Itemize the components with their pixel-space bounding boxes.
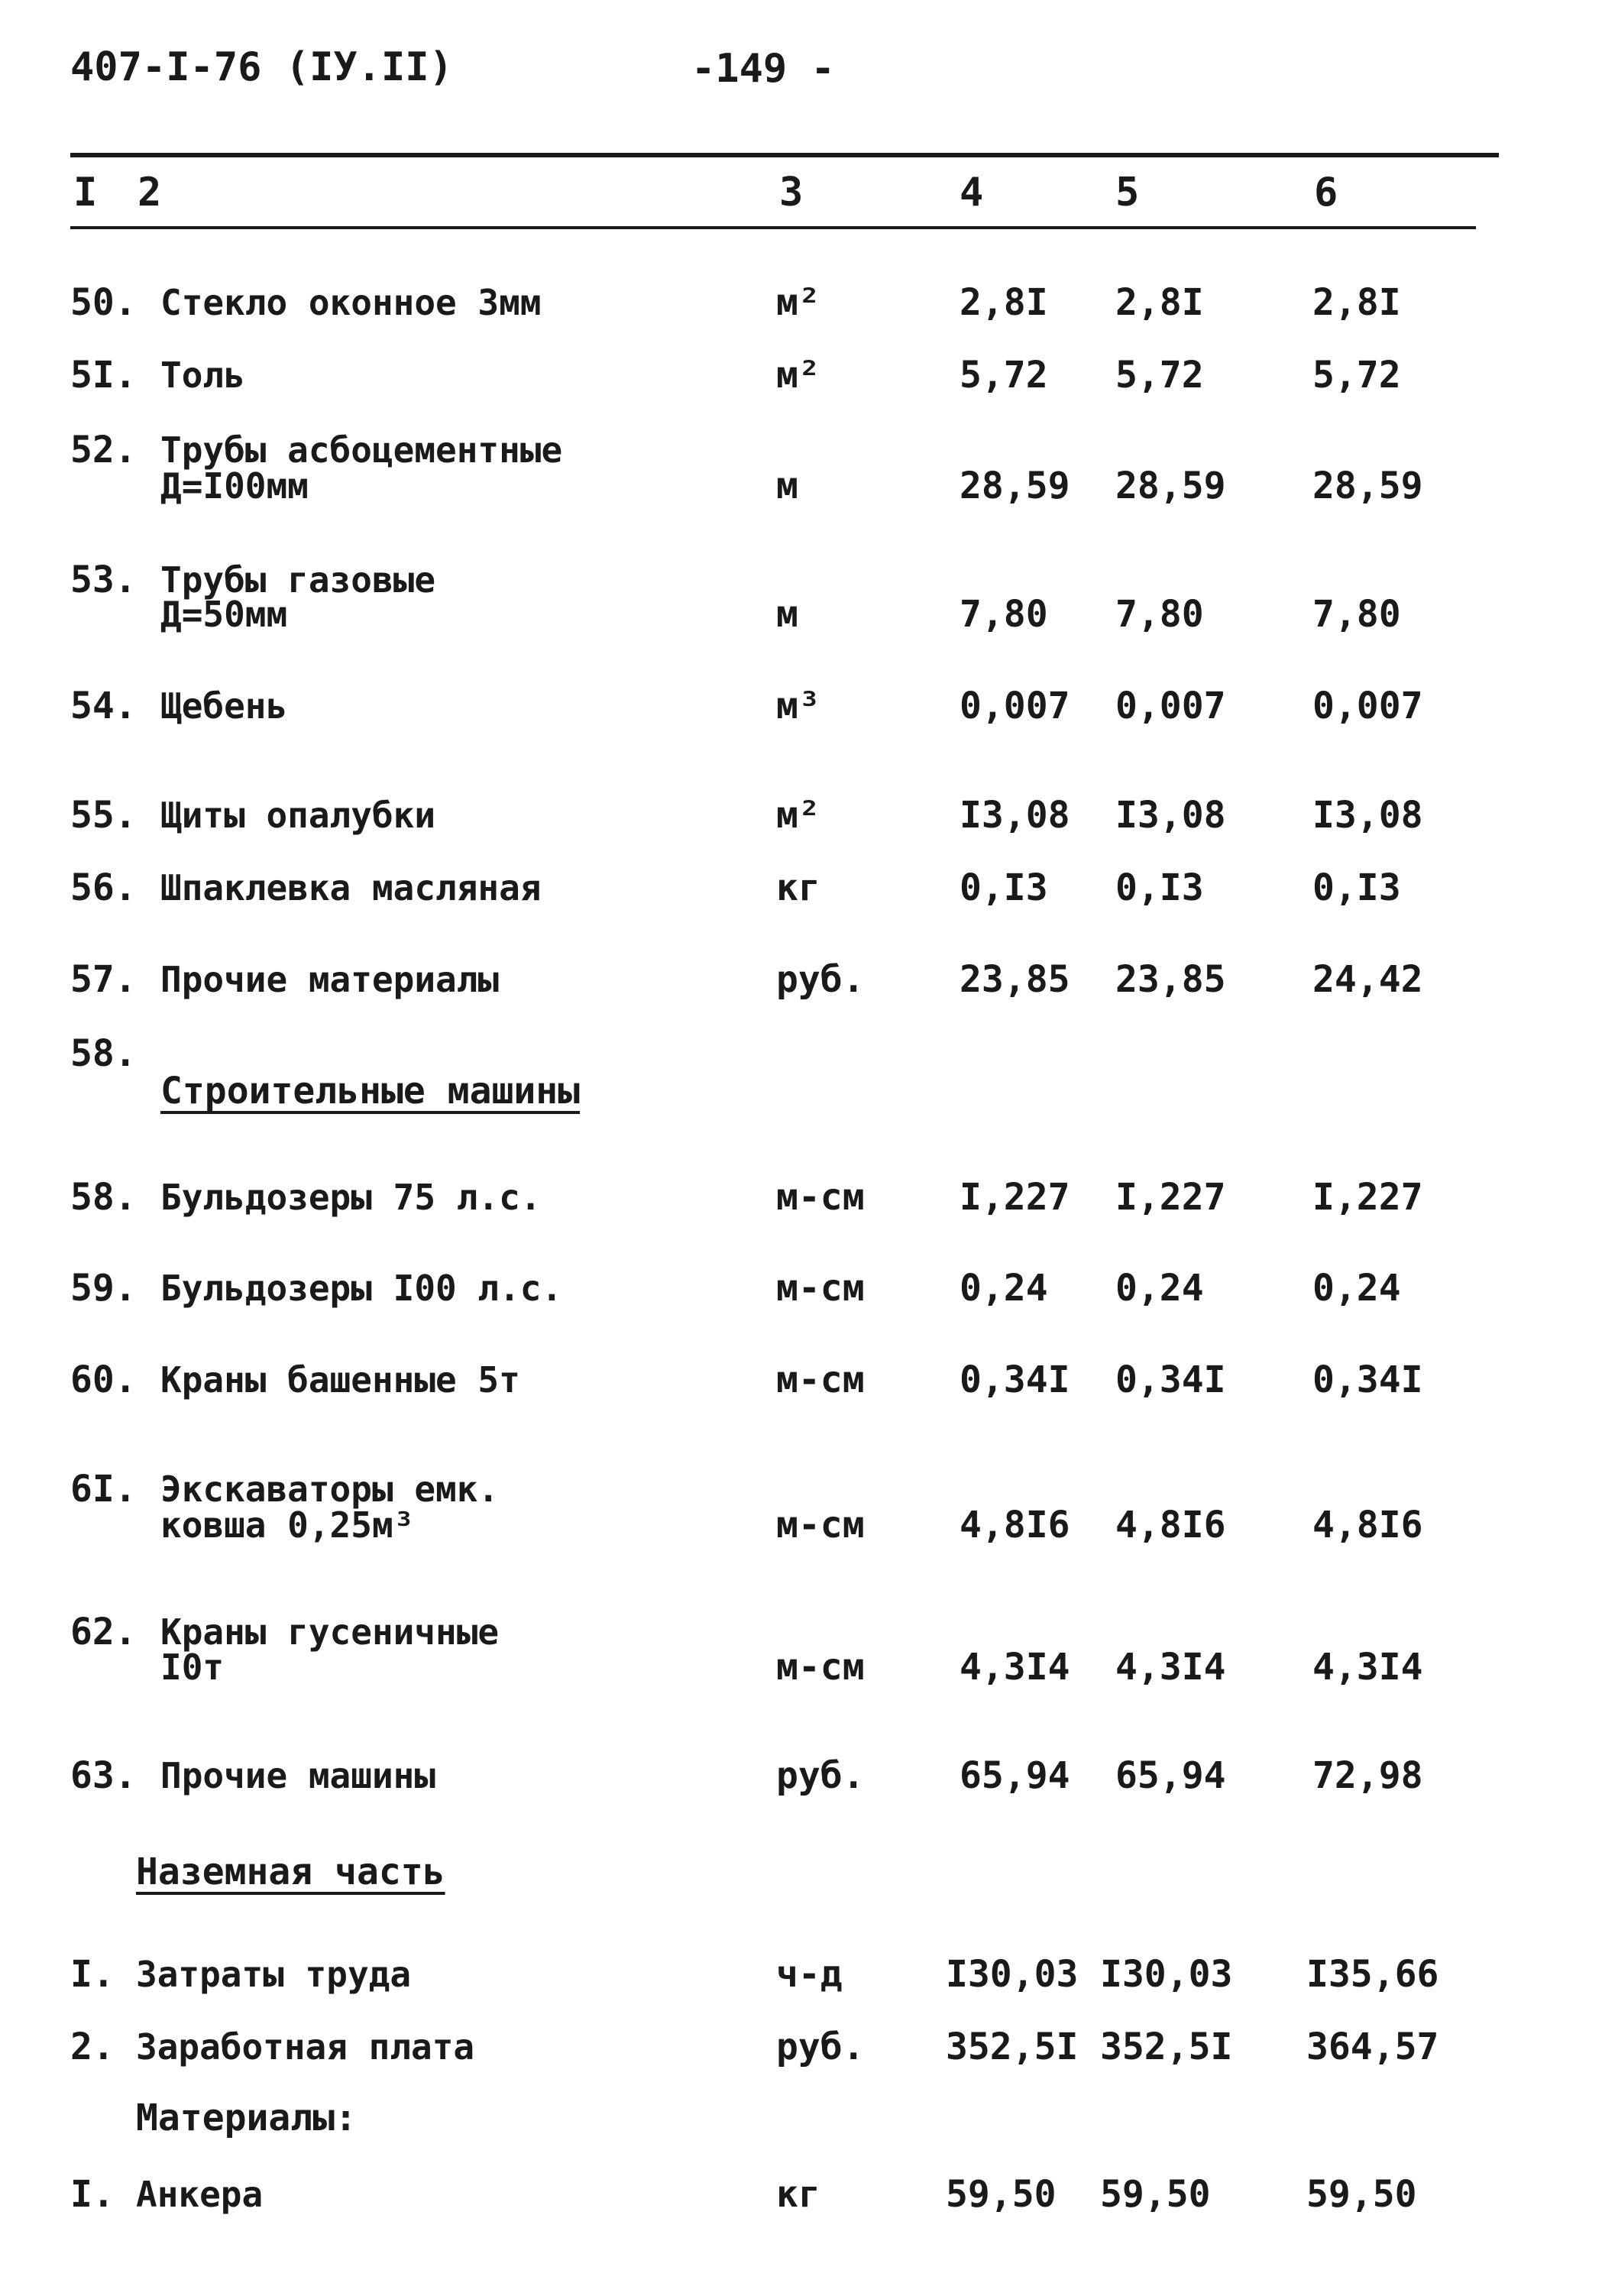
row-col4: 0,34I <box>960 1358 1070 1401</box>
row-col6: 364,57 <box>1306 2026 1439 2068</box>
row-number: 52. <box>70 429 137 471</box>
document-code: 407-I-76 (IУ.II) <box>70 44 453 90</box>
row-col6: 24,42 <box>1312 958 1423 1001</box>
row-col6: 0,24 <box>1312 1267 1401 1310</box>
column-header-4: 4 <box>960 170 984 215</box>
row-unit: м-см <box>776 1646 865 1689</box>
row-name: Трубы газовые <box>160 559 436 601</box>
row-name: Прочие машины <box>160 1755 436 1796</box>
row-col4: 7,80 <box>960 593 1048 636</box>
row-col5: 0,007 <box>1115 685 1226 727</box>
row-col5: 0,I3 <box>1115 866 1204 909</box>
row-name: Экскаваторы емк. <box>160 1469 500 1510</box>
row-col4: I3,08 <box>960 794 1070 837</box>
row-number: 59. <box>70 1267 137 1310</box>
row-number: 5I. <box>70 354 137 397</box>
row-col4: 28,59 <box>960 465 1070 507</box>
row-col6: 59,50 <box>1306 2173 1417 2216</box>
row-number: 50. <box>70 281 137 324</box>
row-col4: 0,24 <box>960 1267 1048 1310</box>
row-col4: 23,85 <box>960 958 1070 1001</box>
row-col5: 0,34I <box>1115 1358 1226 1401</box>
row-col5: 23,85 <box>1115 958 1226 1001</box>
row-unit: м-см <box>776 1176 865 1219</box>
row-number: I. <box>70 1953 115 1996</box>
row-name: Краны гусеничные <box>160 1611 500 1653</box>
row-col4: 0,007 <box>960 685 1070 727</box>
row-col5: I3,08 <box>1115 794 1226 837</box>
row-number: 54. <box>70 685 137 727</box>
row-col6: 2,8I <box>1312 281 1401 324</box>
row-col4: 59,50 <box>946 2173 1057 2216</box>
row-col5: 59,50 <box>1100 2173 1211 2216</box>
row-col5: I30,03 <box>1100 1953 1233 1996</box>
row-name: Щиты опалубки <box>160 795 436 836</box>
row-unit: м² <box>776 794 820 837</box>
row-name: Стекло оконное 3мм <box>160 282 542 323</box>
row-col4: 5,72 <box>960 354 1048 397</box>
row-name: Бульдозеры 75 л.с. <box>160 1177 542 1218</box>
row-name: Затраты труда <box>136 1954 412 1995</box>
row-name-line2: Д=50мм <box>160 594 288 635</box>
section-heading-ground: Наземная часть <box>136 1851 445 1893</box>
row-col4: I30,03 <box>946 1953 1079 1996</box>
row-name: Анкера <box>136 2174 264 2215</box>
row-unit: ч-д <box>776 1953 843 1996</box>
row-col5: 5,72 <box>1115 354 1204 397</box>
row-col6: 4,8I6 <box>1312 1504 1423 1546</box>
row-col4: 4,3I4 <box>960 1646 1070 1689</box>
row-col4: 65,94 <box>960 1754 1070 1797</box>
row-number: 58. <box>70 1176 137 1219</box>
row-number: 55. <box>70 794 137 837</box>
row-col6: 0,34I <box>1312 1358 1423 1401</box>
row-col6: 7,80 <box>1312 593 1401 636</box>
row-unit: м² <box>776 354 820 397</box>
row-col6: 0,007 <box>1312 685 1423 727</box>
row-col5: 7,80 <box>1115 593 1204 636</box>
row-number: 60. <box>70 1358 137 1401</box>
row-unit: м <box>776 593 798 636</box>
row-col6: I35,66 <box>1306 1953 1439 1996</box>
section-heading-machines: Строительные машины <box>160 1070 581 1112</box>
row-col5: 65,94 <box>1115 1754 1226 1797</box>
row-col5: I,227 <box>1115 1176 1226 1219</box>
row-number: 62. <box>70 1611 137 1653</box>
row-col4: 0,I3 <box>960 866 1048 909</box>
row-col5: 4,3I4 <box>1115 1646 1226 1689</box>
row-col6: 4,3I4 <box>1312 1646 1423 1689</box>
row-name: Прочие материалы <box>160 959 500 1000</box>
top-rule <box>70 153 1499 157</box>
row-name: Заработная плата <box>136 2026 475 2068</box>
row-unit: м <box>776 465 798 507</box>
row-name: Бульдозеры I00 л.с. <box>160 1268 563 1309</box>
row-col6: 5,72 <box>1312 354 1401 397</box>
row-name: Толь <box>160 355 245 396</box>
row-col5: 352,5I <box>1100 2026 1233 2068</box>
column-header-2: 2 <box>138 170 162 215</box>
row-unit: руб. <box>776 1754 865 1797</box>
row-number: 53. <box>70 559 137 601</box>
row-number: 63. <box>70 1754 137 1797</box>
column-header-3: 3 <box>779 170 804 215</box>
row-number: 2. <box>70 2026 115 2068</box>
row-name: Щебень <box>160 685 288 727</box>
row-name: Трубы асбоцементные <box>160 429 563 471</box>
row-col4: 4,8I6 <box>960 1504 1070 1546</box>
row-number: 57. <box>70 958 137 1001</box>
row-col4: I,227 <box>960 1176 1070 1219</box>
row-number: I. <box>70 2173 115 2216</box>
row-name-line2: Д=I00мм <box>160 465 309 507</box>
row-number: 56. <box>70 866 137 909</box>
row-unit: м² <box>776 281 820 324</box>
row-col5: 0,24 <box>1115 1267 1204 1310</box>
item-58-number: 58. <box>70 1032 137 1075</box>
row-number: 6I. <box>70 1468 137 1511</box>
row-unit: кг <box>776 866 820 909</box>
row-col4: 352,5I <box>946 2026 1079 2068</box>
row-name: Шпаклевка масляная <box>160 867 542 908</box>
row-unit: руб. <box>776 2026 865 2068</box>
row-col5: 2,8I <box>1115 281 1204 324</box>
row-col5: 28,59 <box>1115 465 1226 507</box>
row-col6: I,227 <box>1312 1176 1423 1219</box>
header-bottom-rule <box>70 226 1476 229</box>
row-unit: кг <box>776 2173 820 2216</box>
row-col5: 4,8I6 <box>1115 1504 1226 1546</box>
column-header-6: 6 <box>1314 170 1338 215</box>
row-col6: 72,98 <box>1312 1754 1423 1797</box>
row-unit: м-см <box>776 1267 865 1310</box>
row-unit: м-см <box>776 1504 865 1546</box>
row-col6: I3,08 <box>1312 794 1423 837</box>
row-unit: м³ <box>776 685 820 727</box>
row-col6: 0,I3 <box>1312 866 1401 909</box>
row-unit: руб. <box>776 958 865 1001</box>
row-name-line2: ковша 0,25м³ <box>160 1504 415 1546</box>
row-col4: 2,8I <box>960 281 1048 324</box>
page-number: -149 - <box>691 46 835 92</box>
row-col6: 28,59 <box>1312 465 1423 507</box>
row-name: Краны башенные 5т <box>160 1359 520 1401</box>
column-header-1: I <box>73 170 98 215</box>
row-unit: м-см <box>776 1358 865 1401</box>
row-name-line2: I0т <box>160 1647 225 1688</box>
materials-label: Материалы: <box>136 2097 357 2139</box>
column-header-5: 5 <box>1115 170 1140 215</box>
